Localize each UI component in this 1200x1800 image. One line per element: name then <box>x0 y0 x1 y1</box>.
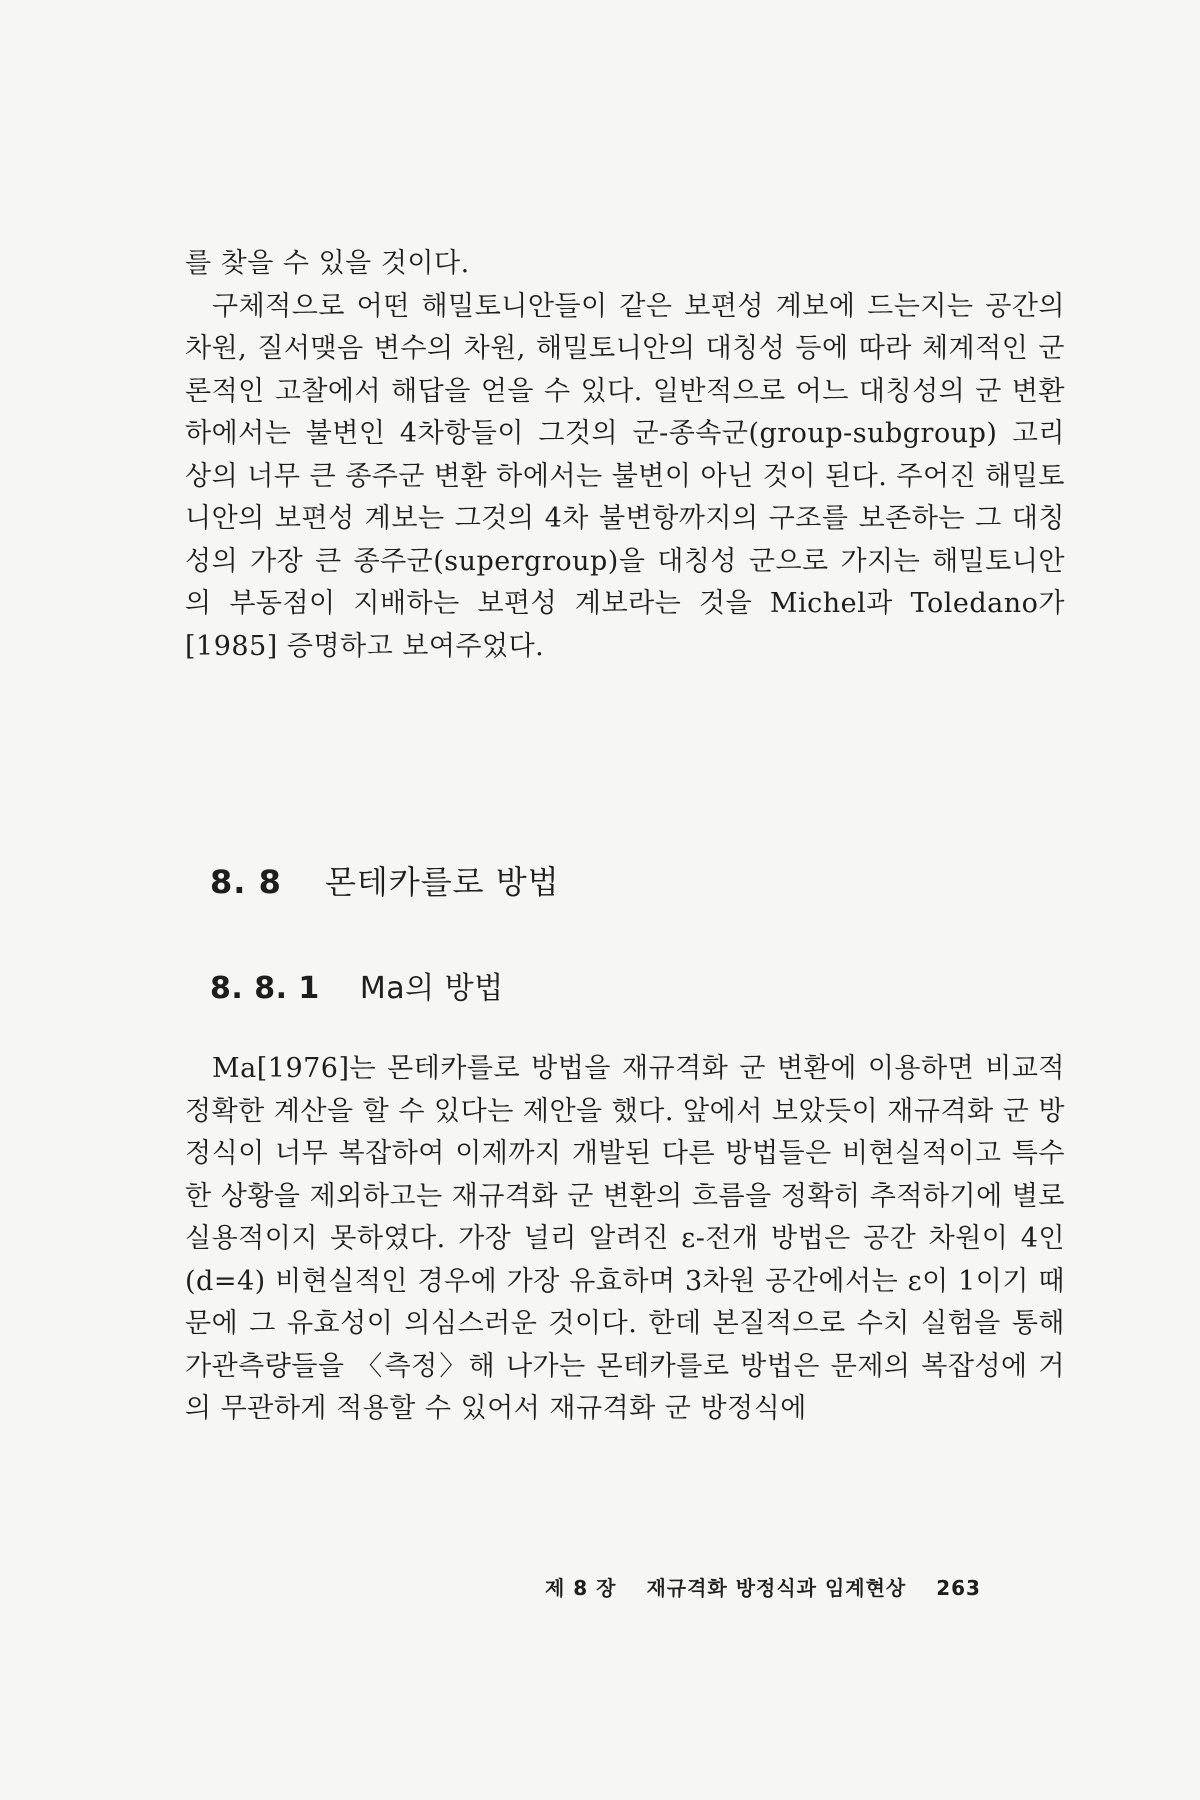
running-footer <box>545 1572 981 1601</box>
page-number: 263 <box>936 1576 981 1600</box>
subsection-number: 8. 8. 1 <box>210 971 320 1006</box>
text-block-top <box>185 243 1065 668</box>
paragraph-universality-classes: 구체적으로 어떤 해밀토니안들이 같은 보편성 계보에 드는지는 공간의 차원, 질서맺음 변수의 차원, 해밀토니안의 대칭성 등에 따라 체계적인 군론적인 고찰에서 해답을 얻을 수 있다. 일반적으로 어느 대칭성의 군 변환 하에서는 불변인 4차항들이 그것의 군-종속군(group-subgroup) 고리 상의 너무 큰 종주군 변환 하에서는 불변이 아닌 것이 된다. 주어진 해밀토니안의 보편성 계보는 그것의 4차 불변항까지의 구조를 보존하는 그 대칭성의 가장 큰 종주군(supergroup)을 대칭성 군으로 가지는 해밀토니안의 부동점이 지배하는 보편성 계보라는 것을 Michel과 Toledano가 [1985] 증명하고 보여주었다. <box>185 290 1065 662</box>
subsection-title: Ma의 방법 <box>359 971 504 1006</box>
footer-title: 재규격화 방정식과 임계현상 <box>646 1576 907 1600</box>
footer-chapter: 제 8 장 <box>545 1576 617 1600</box>
subsection-heading <box>210 963 504 1007</box>
section-heading <box>210 857 560 903</box>
paragraph-ma-method: Ma[1976]는 몬테카를로 방법을 재규격화 군 변환에 이용하면 비교적 정확한 계산을 할 수 있다는 제안을 했다. 앞에서 보았듯이 재규격화 군 방정식이 너무 복잡하여 이제까지 개발된 다른 방법들은 비현실적이고 특수한 상황을 제외하고는 재규격화 군 변환의 흐름을 정확히 추적하기에 별로 실용적이지 못하였다. 가장 널리 알려진 ε-전개 방법은 공간 차원이 4인(d=4) 비현실적인 경우에 가장 유효하며 3차원 공간에서는 ε이 1이기 때문에 그 유효성이 의심스러운 것이다. 한데 본질적으로 수치 실험을 통해 가관측량들을 〈측정〉해 나가는 몬테카를로 방법은 문제의 복잡성에 거의 무관하게 적용할 수 있어서 재규격화 군 방정식에 <box>185 1053 1065 1424</box>
section-number: 8. 8 <box>210 863 282 901</box>
paragraph-continuation: 를 찾을 수 있을 것이다. <box>185 248 470 279</box>
section-title: 몬테카를로 방법 <box>325 863 560 901</box>
text-block-bottom <box>185 1048 1065 1431</box>
